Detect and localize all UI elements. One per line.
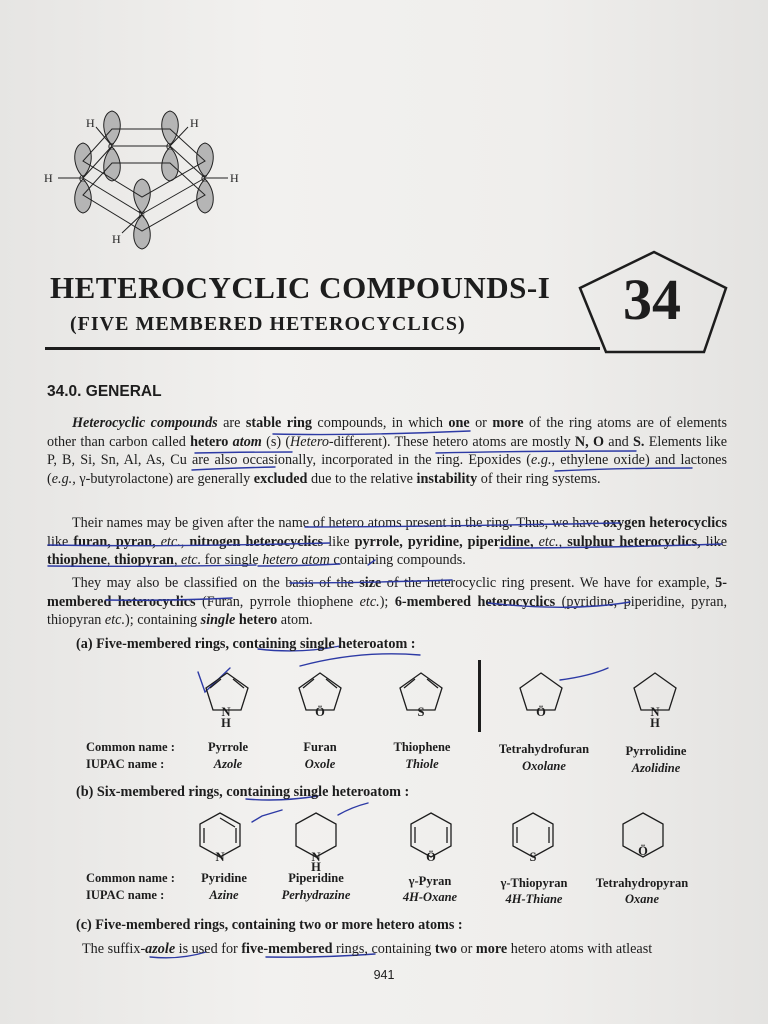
text-run: , <box>106 552 115 569</box>
text-run: e.g., <box>51 470 76 487</box>
six-membered-structures <box>0 805 768 875</box>
ring-heteroatom: Ö <box>536 705 546 719</box>
text-run: etc. <box>104 612 126 629</box>
text-run: (pyridine, piperidine, pyran, thiopyran <box>47 593 727 629</box>
text-run: The suffix- <box>82 941 146 957</box>
iupac-name: Oxolane <box>522 759 566 773</box>
iupac-name: Azole <box>213 757 243 771</box>
common-name: Pyrrolidine <box>625 744 687 758</box>
text-run: of the ring atoms are of elements other than carbon called <box>47 415 727 450</box>
ring-hydrogen: H <box>650 716 660 730</box>
figure-atom: C <box>108 142 115 153</box>
text-run: containing compounds. <box>329 552 466 569</box>
text-run: more <box>475 941 508 957</box>
text-run: e.g., <box>531 452 556 469</box>
text-run: (s) ( <box>261 433 291 450</box>
text-run: Their names may be given after the name of hetero atoms present in the ring. Thus, we have <box>72 515 603 531</box>
text-run: 5-membered heterocyclics <box>47 575 727 610</box>
text-run: hetero <box>190 433 229 450</box>
subsection-a-heading: (a) Five-membered rings, containing single heteroatom : <box>76 636 416 652</box>
text-run: etc. <box>181 552 202 569</box>
iupac-name: Oxole <box>304 757 336 771</box>
text-run: rings, containing <box>332 941 435 957</box>
ring-heteroatom: Ö <box>315 705 325 719</box>
ring-heteroatom: Ö <box>426 850 436 864</box>
ring-heteroatom: S <box>529 850 537 864</box>
chapter-number: 34 <box>623 267 681 332</box>
common-name-label: Common name : <box>86 871 175 885</box>
common-name: Pyrrole <box>207 740 249 754</box>
text-run: 6-membered heterocyclics <box>394 593 556 610</box>
ring-heteroatom: N <box>650 705 660 719</box>
text-run: ethylene oxide) and lactones ( <box>47 452 727 487</box>
common-name: Thiophene <box>393 740 451 754</box>
text-run: nitrogen heterocyclics <box>189 533 324 550</box>
figure-atom: H <box>190 116 199 130</box>
text-run: (Furan, pyrrole thiophene <box>195 593 360 610</box>
common-name: Piperidine <box>288 871 344 885</box>
text-run: are <box>217 415 246 431</box>
text-run: compounds, in which <box>312 415 449 431</box>
figure-atom: H <box>86 116 95 130</box>
figure-atom: N <box>138 210 146 221</box>
text-run: like <box>323 533 355 550</box>
figure-atom: H <box>230 171 239 185</box>
ring-hydrogen: H <box>311 860 321 874</box>
common-name-label: Common name : <box>86 740 175 754</box>
iupac-name: Azine <box>209 888 239 902</box>
iupac-name: Oxane <box>624 892 660 906</box>
section-heading: 34.0. GENERAL <box>47 383 162 400</box>
ring-heteroatom: N <box>221 705 231 719</box>
text-run: one <box>448 415 470 431</box>
figure-atom: C <box>166 142 173 153</box>
ring-heteroatom: S <box>417 705 425 719</box>
iupac-name: Thiole <box>405 757 439 771</box>
text-run: γ-butyrolactone) are generally <box>75 470 254 487</box>
text-run: They may also be classified on the basis of the <box>72 575 360 591</box>
ring-heteroatom: N <box>311 850 321 864</box>
figure-atom: C <box>79 174 86 185</box>
final-line <box>82 941 727 958</box>
text-run: N, O <box>574 433 605 450</box>
text-run: atom. <box>277 612 313 629</box>
common-name: γ-Pyran <box>408 874 452 888</box>
text-run: S. <box>633 433 645 450</box>
common-name: Tetrahydrofuran <box>498 742 590 756</box>
ring-heteroatom: N <box>215 850 225 864</box>
text-run: two <box>434 941 457 957</box>
text-run: instability <box>416 470 478 487</box>
subsection-c-heading: (c) Five-membered rings, containing two or more hetero atoms : <box>76 917 463 933</box>
text-run: Heterocyclic compounds <box>72 415 218 431</box>
common-name: Furan <box>303 740 337 754</box>
iupac-name: Azolidine <box>631 761 681 775</box>
text-run: ); <box>379 593 395 610</box>
text-run: atom <box>232 433 262 450</box>
text-run: of the heterocyclic ring present. We have for example, <box>381 575 716 591</box>
text-run: thiophene <box>47 552 107 569</box>
iupac-name: 4H-Thiane <box>505 892 563 906</box>
text-run: or <box>457 941 476 957</box>
iupac-name-label: IUPAC name : <box>86 888 165 902</box>
text-run: more <box>492 415 524 431</box>
text-run: like <box>700 533 728 550</box>
rich-paragraph <box>82 941 652 957</box>
text-run: , <box>173 552 182 569</box>
text-run: of their ring systems. <box>477 470 601 487</box>
iupac-name: 4H-Oxane <box>402 890 458 904</box>
text-run: five-membered <box>241 941 333 957</box>
text-run: ); containing <box>125 612 201 629</box>
ring-hydrogen: H <box>221 716 231 730</box>
text-run: etc., <box>538 533 563 550</box>
text-run: etc. <box>359 593 380 610</box>
page-number: 941 <box>373 968 395 982</box>
text-run: or <box>469 415 493 431</box>
text-run: Hetero <box>290 433 329 450</box>
text-run: etc., <box>160 533 185 550</box>
figure-atom: H <box>112 232 121 246</box>
iupac-name: Perhydrazine <box>281 888 351 902</box>
figure-atom: H <box>44 171 53 185</box>
text-run: furan, pyran, <box>73 533 156 550</box>
text-run: due to the relative <box>307 470 417 487</box>
iupac-name-label: IUPAC name : <box>86 757 165 771</box>
text-run: azole <box>145 941 176 957</box>
text-run: hetero <box>238 612 278 629</box>
ring-heteroatom: Ö <box>638 844 648 858</box>
figure-atom: C <box>201 174 208 185</box>
text-run: excluded <box>253 470 308 487</box>
text-run: stable ring <box>245 415 312 431</box>
text-run: hetero atoms with atleast <box>507 941 653 957</box>
common-name: Tetrahydropyran <box>595 876 689 890</box>
text-run: hetero atom <box>262 552 330 569</box>
text-run: single <box>200 612 236 629</box>
text-run: oxygen heterocyclics <box>602 515 728 531</box>
text-run: is used for <box>175 941 242 957</box>
text-run: like <box>47 533 74 550</box>
text-run: and <box>604 433 634 450</box>
text-run: -different). These hetero atoms are mostly <box>328 433 575 450</box>
text-run: for single <box>201 552 263 569</box>
text-run: pyrrole, pyridine, piperidine, <box>354 533 534 550</box>
chapter-subtitle: (FIVE MEMBERED HETEROCYCLICS) <box>70 313 466 335</box>
text-run: thiopyran <box>114 552 174 569</box>
common-name: γ-Thiopyran <box>500 876 568 890</box>
chapter-title: HETEROCYCLIC COMPOUNDS-I <box>50 270 551 305</box>
text-run: sulphur heterocyclics, <box>567 533 701 550</box>
common-name: Pyridine <box>201 871 247 885</box>
text-run: size <box>359 575 382 591</box>
subsection-b-heading: (b) Six-membered rings, containing single heteroatom : <box>76 784 410 800</box>
text-run: Elements like P, B, Si, Sn, Al, As, Cu are also occasionally, incorporated in the ring. Epoxides ( <box>47 433 728 469</box>
